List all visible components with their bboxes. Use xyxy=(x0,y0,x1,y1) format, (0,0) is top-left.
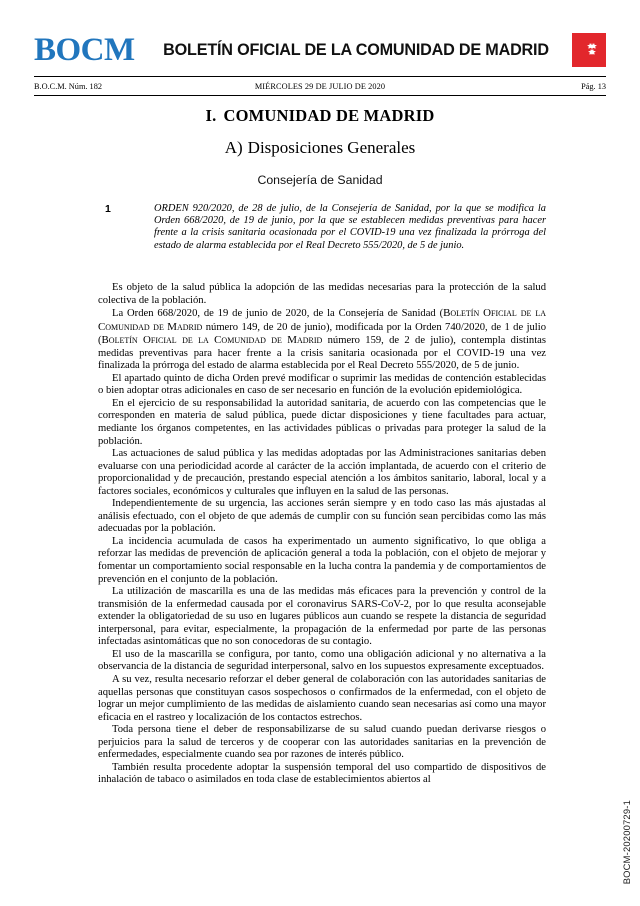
page-number: Pág. 13 xyxy=(581,82,606,91)
order-summary-block xyxy=(105,203,546,252)
madrid-flag-icon xyxy=(572,33,606,67)
paragraph: La incidencia acumulada de casos ha experimentado un aumento significativo, lo que obliga a reforzar las medidas de prevención de aplicación general a toda la población, con el objeto de mejorar y fomentar un comportamiento social responsable en la lucha contra la pandemia y de comportamientos de prevención en el conjunto de la población. xyxy=(98,535,546,585)
bocm-reference: Boletín Oficial de la Comunidad de Madrid xyxy=(101,334,323,347)
order-summary-text: ORDEN 920/2020, de 28 de julio, de la Consejería de Sanidad, por la que se modifica la Orden 668/2020, de 19 de junio, por la que se establecen medidas preventivas para hacer frente a la crisis sanitaria ocasionada por el COVID-19 una vez finalizada la prórroga del estado de alarma establecida por el Real Decreto 555/2020, de 5 de junio. xyxy=(154,203,546,251)
document-body xyxy=(98,282,546,787)
issue-number: B.O.C.M. Núm. 182 xyxy=(34,82,102,91)
paragraph: Es objeto de la salud pública la adopción de las medidas necesarias para la protección de la salud colectiva de la población. xyxy=(98,282,546,306)
page-infobar xyxy=(34,79,606,94)
section-number: I. xyxy=(205,106,217,125)
order-item-number: 1 xyxy=(105,203,111,215)
subsection-heading xyxy=(34,138,606,158)
issue-date: MIÉRCOLES 29 DE JULIO DE 2020 xyxy=(254,82,386,91)
header-rule-top xyxy=(34,76,606,77)
masthead-title: BOLETÍN OFICIAL DE LA COMUNIDAD DE MADRID xyxy=(163,40,549,59)
paragraph: En el ejercicio de su responsabilidad la autoridad sanitaria, de acuerdo con las competencias que le corresponden en materia de salud pública, puede dictar disposiciones y tiene facultades para actuar, mediante los órganos competentes, en las actividades públicas o privadas para proteger la salud de la población. xyxy=(98,397,546,447)
paragraph xyxy=(98,307,546,373)
masthead xyxy=(34,28,606,72)
subsection-number: A) xyxy=(224,138,243,157)
paragraph: También resulta procedente adoptar la suspensión temporal del uso compartido de dispositivos de inhalación de tabaco o asimilados en toda clase de establecimientos abiertos al xyxy=(98,761,546,786)
paragraph-fragment: La Orden 668/2020, de 19 de junio de 2020, de la Consejería de Sanidad ( xyxy=(112,308,444,320)
paragraph: Toda persona tiene el deber de responsabilizarse de su salud cuando puedan derivarse riesgos o perjuicios para la salud de terceros y de cooperar con las autoridades sanitarias en la prevención de enfermedades, especialmente cuando sea por razones de interés público. xyxy=(98,724,546,761)
section-title: COMUNIDAD DE MADRID xyxy=(223,106,435,125)
paragraph: La utilización de mascarilla es una de las medidas más eficaces para la prevención y control de la transmisión de la enfermedad causada por el coronavirus SARS-CoV-2, por lo que resulta aconsejable extender la obligatoriedad de su uso en lugares públicos aun cuando se respete la distancia de seguridad interpersonal, para evitar, especialmente, la propagación de la enfermedad por parte de las personas infectadas asintomáticas que no son conocedoras de su contagio. xyxy=(98,586,546,648)
paragraph: Independientemente de su urgencia, las acciones serán siempre y en todo caso las más ajustadas al análisis efectuado, con el objeto de que además de cumplir con su función sean percibidas como las más adecuadas por la población. xyxy=(98,498,546,535)
paragraph: A su vez, resulta necesario reforzar el deber general de colaboración con las autoridades sanitarias de aquellas personas que constituyan casos sospechosos o confirmados de la enfermedad, con el objeto de lograr un mejor cumplimiento de las medidas de aislamiento cuando sean necesarias así como una mayor eficacia en el rastreo y localización de los contactos estrechos. xyxy=(98,673,546,723)
header-rule-bottom xyxy=(34,95,606,96)
subsection-title: Disposiciones Generales xyxy=(247,138,416,157)
paragraph-fragment: número 159, de 2 de julio), contempla distintas medidas preventivas para hacer frente a la crisis sanitaria ocasionada por el COVID-19 una vez finalizada la prórroga del estado de alarma establecida por el Real Decreto 555/2020, de 5 de junio. xyxy=(98,335,546,372)
document-side-code: BOCM-20200729-1 xyxy=(621,799,632,884)
department-heading: Consejería de Sanidad xyxy=(257,173,383,187)
paragraph: El uso de la mascarilla se configura, por tanto, como una obligación adicional y no alternativa a la observancia de la distancia de seguridad interpersonal, salvo en los supuestos expresamente exceptuados. xyxy=(98,648,546,673)
bocm-reference: Boletín Oficial de la Comunidad de Madrid xyxy=(98,307,547,333)
paragraph: Las actuaciones de salud pública y las medidas adoptadas por las Administraciones sanitarias deben evaluarse con una periodicidad acorde al carácter de la acción implantada, de acuerdo con el criterio de proporcionalidad y de precaución, prestando especial atención a los ámbitos sanitario, laboral, local y a factores sociales, económicos y culturales que influyen en la salud de las personas. xyxy=(98,448,546,497)
section-heading xyxy=(34,106,606,126)
paragraph-fragment: número 149, de 20 de junio), modificada por la Orden 740/2020, de 1 de julio ( xyxy=(98,321,546,347)
paragraph: El apartado quinto de dicha Orden prevé modificar o suprimir las medidas de contención establecidas o bien adoptar otras adicionales en caso de ser necesario en función de la evolución epidemiológica. xyxy=(98,372,546,397)
bocm-logo: BOCM xyxy=(34,31,135,68)
